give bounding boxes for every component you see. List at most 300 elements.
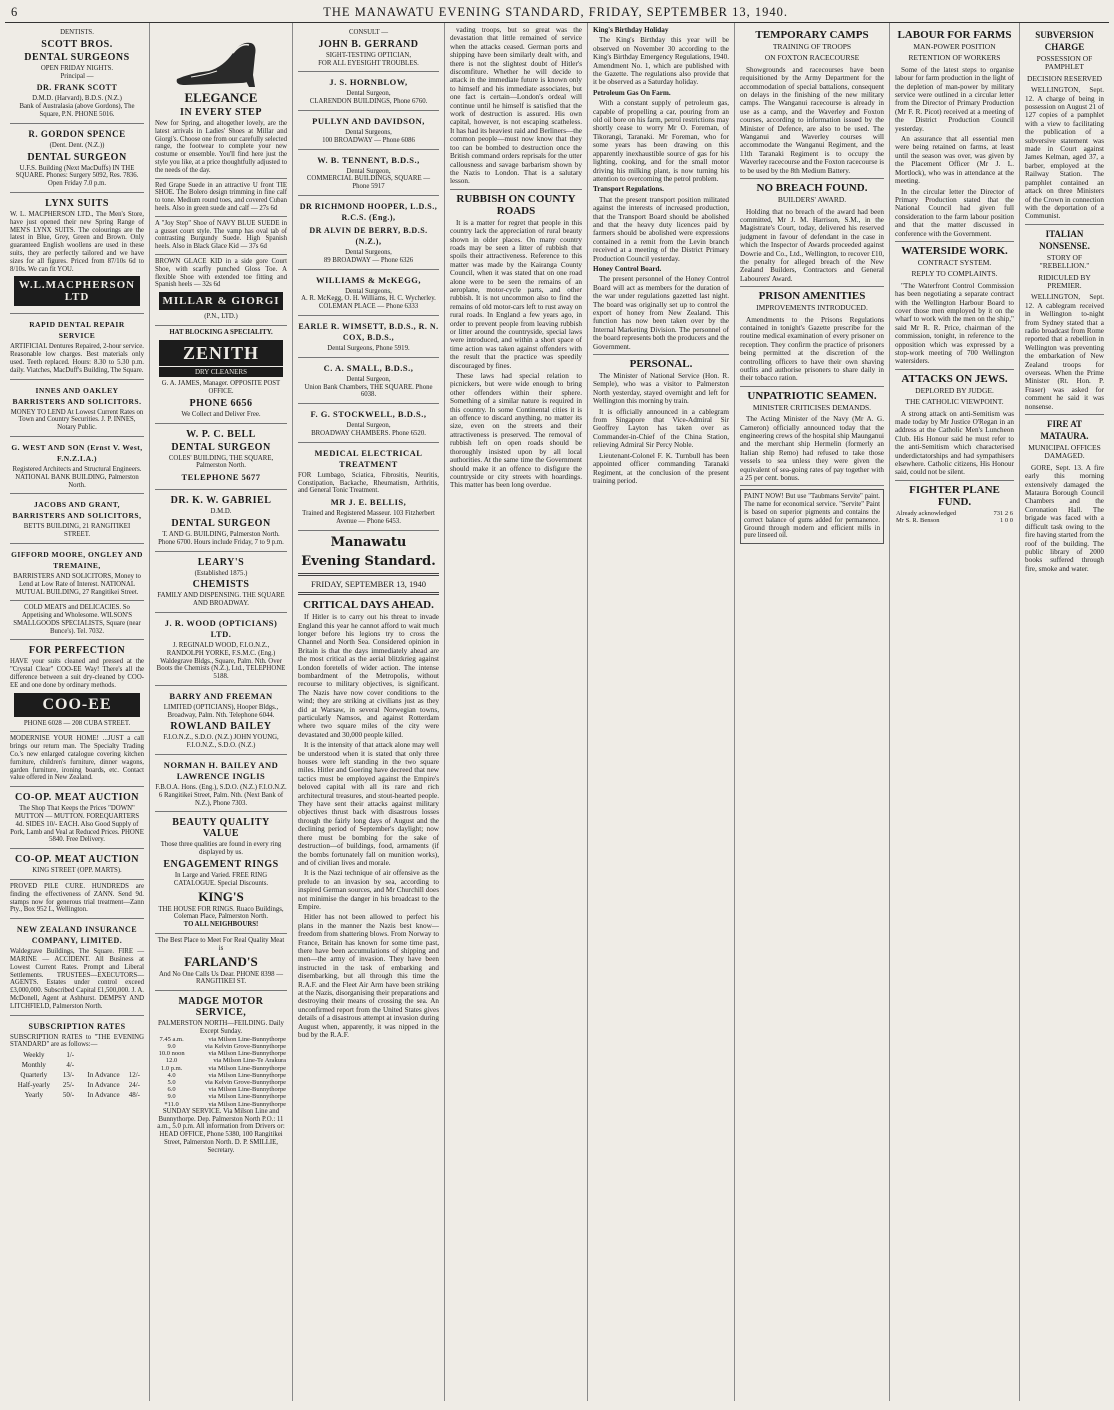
article-paragraph: Showgrounds and racecourses have been requisitioned by the Army Department for the accommodation of special battalions, consequent on delays in the finishing of the new military camps. The Wanganui racecourse is already in use as a camp, and the Waverley and Foxton courses, according to information issued by the Minister of Defence, are also to be used. The Wanganui and Waverley courses will accommodate the Wanganui Regiment, and the 11th Taranaki Regiment is to occupy the Waverley racecourse and the Foxton racecourse is to be used by the 8th Medium Battery. bbox=[740, 65, 884, 175]
article-subheadline: DEPLORED BY JUDGE. bbox=[915, 385, 994, 395]
column-7 bbox=[890, 23, 1020, 1401]
ad-heading: TELEPHONE 5677 bbox=[181, 472, 261, 483]
ad-tennent bbox=[298, 150, 439, 196]
article-subheadline: CONTRACT SYSTEM. bbox=[917, 257, 992, 267]
ad-pile-cure bbox=[10, 880, 144, 919]
article-headline: TEMPORARY CAMPS bbox=[755, 29, 869, 41]
table-cell: via Kelvin Grove-Bunnythorpe bbox=[204, 1079, 286, 1087]
ad-text: 89 BROADWAY — Phone 6326 bbox=[323, 256, 414, 264]
ad-text: FOR ALL EYESIGHT TROUBLES. bbox=[318, 59, 419, 67]
newspaper-title: THE MANAWATU EVENING STANDARD, FRIDAY, SEPTEMBER 13, 1940. bbox=[323, 5, 788, 19]
ad-heading: WILLIAMS & McKEGG, bbox=[315, 274, 422, 285]
ad-stockwell bbox=[298, 404, 439, 443]
ad-heading: NEW ZEALAND INSURANCE COMPANY, LIMITED. bbox=[16, 925, 138, 946]
timetable-row bbox=[155, 1086, 287, 1093]
article-critical-days-cont bbox=[450, 26, 582, 186]
timetable-row bbox=[155, 1050, 287, 1057]
article-subheadline: REPLY TO COMPLAINTS. bbox=[911, 269, 998, 279]
ad-text: TO ALL NEIGHBOURS! bbox=[183, 921, 259, 929]
ad-millar-giorgi bbox=[155, 26, 287, 326]
table-cell: 1.0 p.m. bbox=[160, 1064, 183, 1072]
ad-text: G. A. JAMES, Manager. OPPOSITE POST OFFICE. bbox=[161, 380, 281, 395]
ad-heading: JOHN B. GERRAND bbox=[318, 38, 419, 50]
article-subheadline: RETENTION OF WORKERS bbox=[908, 53, 1001, 63]
table-cell: *11.0 bbox=[164, 1100, 179, 1108]
ad-text: Those three qualities are found in every ring displayed by us. bbox=[160, 841, 282, 857]
ad-learys bbox=[155, 552, 287, 613]
ad-text: HAVE your suits cleaned and pressed at the "Crystal Clear" COO-EE Way! There's all the difference between a suit dry-cleaned by COO-EE and one done by ordinary methods. bbox=[10, 658, 144, 689]
ad-heading: JACOBS AND GRANT, BARRISTERS AND SOLICITORS, bbox=[12, 500, 142, 521]
table-cell: Quarterly bbox=[20, 1071, 48, 1080]
article-headline: ATTACKS ON JEWS. bbox=[901, 372, 1008, 385]
column-8 bbox=[1020, 23, 1109, 1401]
ad-text: Dental Surgeon, bbox=[346, 422, 391, 430]
ad-heading: J. S. HORNBLOW, bbox=[329, 77, 408, 88]
table-cell: 24/- bbox=[128, 1081, 140, 1090]
ad-text: FAMILY AND DISPENSING. THE SQUARE AND BROADWAY. bbox=[157, 592, 285, 608]
table-cell: 10.0 noon bbox=[158, 1050, 185, 1058]
ad-heading: BARRY AND FREEMAN bbox=[169, 690, 273, 701]
ad-wimsett bbox=[298, 316, 439, 358]
ad-heading: J. R. WOOD (OPTICIANS) LTD. bbox=[164, 617, 278, 639]
ad-heading: DENTAL SURGEON bbox=[171, 517, 271, 529]
ad-heading: R. GORDON SPENCE bbox=[28, 128, 126, 139]
ad-nz-insurance bbox=[10, 919, 144, 1015]
ad-text: MONEY TO LEND At Lowest Current Rates on Town and Country Securities. J. P. INNES, Notary Public. bbox=[10, 408, 144, 432]
ad-heading: GIFFORD MOORE, ONGLEY AND TREMAINE, bbox=[11, 549, 143, 570]
article-paragraph: In the circular letter the Director of Primary Production stated that the National Council had given full consideration to the farm labour position and that the matter discussed in conference with the Government. bbox=[895, 187, 1014, 238]
ad-heading: DR RICHMOND HOOPER, L.D.S., R.C.S. (Eng.), bbox=[299, 201, 438, 222]
ad-text: LIMITED (OPTICIANS), Hooper Bldgs., Broadway, Palm. Nth. Telephone 6044. bbox=[163, 703, 279, 719]
nameplate-line: Evening Standard. bbox=[301, 553, 436, 569]
ad-text: (P.N., LTD.) bbox=[204, 313, 238, 321]
ad-text: U.F.S. Building (Next MacDuffs) IN THE SQUARE. Phones: Surgery 5092, Res. 7836. Open Friday 7.0 p.m. bbox=[15, 164, 139, 188]
ad-heading: PHONE 6656 bbox=[189, 397, 253, 409]
ad-heading: CO-OP. MEAT AUCTION bbox=[14, 792, 140, 804]
table-cell: 48/- bbox=[128, 1091, 140, 1100]
ad-barry-freeman bbox=[155, 686, 287, 755]
article-headline: RUBBISH ON COUNTY ROADS bbox=[456, 192, 576, 217]
table-cell: 12/- bbox=[128, 1071, 140, 1080]
ad-text: PALMERSTON NORTH—FEILDING. Daily Except Sunday. bbox=[158, 1020, 284, 1036]
table-cell: 4.0 bbox=[167, 1071, 176, 1079]
table-cell: via Milson Line-Bunnythorpe bbox=[208, 1086, 286, 1094]
ad-heading: CO-OP. MEAT AUCTION bbox=[14, 854, 140, 866]
table-cell: via Kelvin Grove-Bunnythorpe bbox=[204, 1043, 286, 1051]
table-cell: Weekly bbox=[23, 1051, 45, 1060]
ad-wood bbox=[155, 613, 287, 686]
ad-text: COLD MEATS and DELICACIES. So Appetising and Wholesome. WILSON'S SMALLGOODS SPECIALISTS, Square (near Bunce's). Tel. 7032. bbox=[13, 604, 141, 635]
ad-text: The Shop That Keeps the Prices "DOWN" MUTTON — MUTTON. FOREQUARTERS 4d. SIDES 10/- EACH. Also Good Supply of Pork, Lamb and Veal at Reduced Prices. PHONE 5840. Free Delivery. bbox=[10, 805, 144, 844]
ad-text: Trained and Registered Masseur. 103 Fitzherbert Avenue — Phone 6453. bbox=[302, 510, 435, 525]
table-cell: In Advance bbox=[87, 1071, 120, 1080]
timetable bbox=[155, 1036, 287, 1108]
ad-text: CONSULT — bbox=[348, 29, 389, 36]
ad-heading: FARLAND'S bbox=[184, 953, 258, 969]
article-paragraph: WELLINGTON, Sept. 12. A charge of being in possession on August 21 of 127 copies of a pamphlet with a view to facilitating the publication of a subversive statement was made in Court against James Kelman, aged 37, a barber, employed at the Railway Station. The pamphlet contained an attack on three Ministers of the Crown in connection with the deportation of a Communist. bbox=[1025, 86, 1104, 221]
brief-heading: King's Birthday Holiday bbox=[593, 26, 669, 34]
article-headline: PRISON AMENITIES bbox=[758, 290, 866, 303]
ad-text: SUBSCRIPTION RATES to "THE EVENING STANDARD" are as follows:— bbox=[10, 1033, 144, 1049]
subscription-row bbox=[12, 1091, 142, 1099]
ad-heading: LYNX SUITS bbox=[45, 197, 109, 209]
ad-kings bbox=[155, 812, 287, 934]
ad-text: BARRISTERS AND SOLICITORS, Money to Lend at Low Rate of Interest. NATIONAL MUTUAL BUILDING, 27 Rangitikei Street. bbox=[13, 572, 141, 596]
ad-text: Dental Surgeons, bbox=[345, 128, 392, 136]
subscription-row bbox=[12, 1051, 142, 1059]
ad-text: BROADWAY CHAMBERS. Phone 6520. bbox=[311, 429, 426, 437]
article-subheadline: MUNICIPAL OFFICES DAMAGED. bbox=[1028, 443, 1101, 461]
ad-text: We Collect and Deliver Free. bbox=[181, 410, 261, 418]
article-subheadline: MINISTER CRITICISES DEMANDS. bbox=[752, 402, 872, 412]
ad-text: KING STREET (OPP. MARTS). bbox=[32, 867, 122, 875]
table-cell: 731 2 6 bbox=[993, 509, 1013, 517]
ad-text: A "Joy Step" Shoe of NAVY BLUE SUEDE in a gusset court style. The vamp has oval tab of contrasting Burgundy Suede. High Spanish heels. Also in Black Glace Kid — 37s 6d bbox=[155, 219, 287, 251]
table-cell: 6.0 bbox=[167, 1086, 176, 1094]
article-headline: LABOUR FOR FARMS bbox=[897, 29, 1012, 41]
ad-text: Red Grape Suede in an attractive U front TIE SHOE. The Bolero design trimming in fine calf to tone. Medium round toes, and covered Cuban heels. Also in green suede and calf — 27s 6d bbox=[155, 181, 287, 212]
table-cell: via Milson Line-Bunnythorpe bbox=[208, 1064, 286, 1072]
table-cell: Half-yearly bbox=[17, 1081, 50, 1090]
ad-heading: INNES AND OAKLEY BARRISTERS AND SOLICITORS. bbox=[12, 385, 142, 406]
brief-heading: Petroleum Gas On Farm. bbox=[593, 88, 671, 97]
ad-text: T. AND G. BUILDING, Palmerston North. Phone 6700. Hours include Friday, 7 to 9 p.m. bbox=[158, 530, 284, 546]
ad-heading: F. G. STOCKWELL, B.D.S., bbox=[310, 409, 427, 420]
ad-text: Waldegrave Buildings, The Square. FIRE — MARINE — ACCIDENT. All Business at Lowest Current Rates. Prompt and Liberal Settlements. TRUSTEES—EXECUTORS—AGENTS. Estates under control exceed £3,000,000. Subscribed Capital £1,500,000. J. A. McDonell, Agent at Ashhurst. DEMPSY AND LITCHFIELD, Palmerston North. bbox=[10, 948, 144, 1010]
table-cell: 9.0 bbox=[167, 1093, 176, 1101]
page-number: 6 bbox=[11, 5, 19, 19]
column-2 bbox=[150, 23, 293, 1401]
ad-taubmans bbox=[740, 489, 884, 544]
ad-text: COMMERCIAL BUILDINGS, SQUARE — Phone 5917 bbox=[306, 175, 431, 191]
table-cell: via Milson Line-Bunnythorpe bbox=[208, 1050, 286, 1058]
ad-heading: LEARY'S bbox=[197, 556, 245, 568]
brief-heading: Honey Control Board. bbox=[593, 264, 662, 273]
fund-row bbox=[895, 510, 1014, 517]
article-subheadline: STORY OF "REBELLION." bbox=[1039, 252, 1090, 271]
table-cell: 1/- bbox=[66, 1051, 75, 1060]
table-cell: 25/- bbox=[62, 1081, 75, 1090]
table-cell: Mr S. R. Benson bbox=[896, 517, 940, 525]
table-cell: Already acknowledged bbox=[896, 509, 957, 517]
ad-text: CLARENDON BUILDINGS, Phone 6760. bbox=[309, 98, 428, 106]
subscription-table bbox=[10, 1049, 144, 1101]
ad-text: Union Bank Chambers, THE SQUARE. Phone 6038. bbox=[304, 383, 433, 399]
table-cell: via Milson Line-Te Arakura bbox=[213, 1057, 286, 1065]
ad-heading: DENTAL SURGEONS bbox=[24, 51, 130, 63]
article-labour bbox=[895, 66, 1014, 238]
timetable-row bbox=[155, 1101, 287, 1108]
ad-heading: DENTAL SURGEON bbox=[171, 441, 271, 453]
timetable-row bbox=[155, 1093, 287, 1100]
article-paragraph: Amendments to the Prisons Regulations contained in tonight's Gazette prescribe for the routine medical examination of every prisoner on reception. They confirm the practice of prisoners being permitted at the discretion of the controlling officers to have their own shaving outfits and authorise prisoners to share daily in their tobacco ration. bbox=[740, 315, 884, 383]
article-paragraph: The King's Birthday this year will be observed on November 30 according to the King's Birthday Emergency Regulations, 1940. Amendment No. 1, which are published with the Gazette. The regulations also provide that it be observed as a Saturday holiday. bbox=[593, 36, 729, 87]
ad-heading: DENTAL SURGEON bbox=[27, 151, 127, 163]
zenith-logo: ZENITH bbox=[159, 340, 283, 366]
ad-text: MODERNISE YOUR HOME! ...JUST a call brings our return man. The Specialty Trading Co.'s new enlarged catalogue covering kitchen furniture, children's furniture, dinner wagons, garden furniture, ironing boards, etc. Contact value offered in New Zealand. bbox=[10, 735, 144, 782]
article-paragraph: "The Waterfront Control Commission has been negotiating a separate contract with the Wellington Harbour Board to cover those men employed by it on the wharf to work with the men on the ship," said Mr R. R. Price, chairman of the commission, tonight, in reference to the opposition which was expressed by a stop-work meeting of 700 Wellington watersiders. bbox=[895, 281, 1014, 366]
article-subheadline: MAN-POWER POSITION bbox=[913, 42, 996, 51]
shoe-illustration-icon bbox=[171, 31, 271, 89]
ad-coop-meat-1 bbox=[10, 787, 144, 849]
millar-giorgi-logo: MILLAR & GIORGI bbox=[159, 292, 283, 310]
table-cell: 7.45 a.m. bbox=[159, 1035, 184, 1043]
article-headline: FIRE AT MATAURA. bbox=[1040, 419, 1089, 442]
ad-text: PHONE 6028 — 208 CUBA STREET. bbox=[23, 719, 131, 727]
ad-cooee bbox=[10, 640, 144, 732]
ad-text: In Large and Varied. FREE RING CATALOGUE. Special Discounts. bbox=[173, 872, 269, 887]
article-rubbish bbox=[450, 219, 582, 490]
article-paragraph: It is the intensity of that attack alone may well be understood when it is stated that only three houses were left standing in the two square miles. Hitler and Goering have decreed that new tactics must be employed against the Empire's beloved capital with all its rare and rich architectural treasures, and stout-hearted people. They have sent their attacks against military objectives thrust back with disastrous losses through the fairly long days of August and the declining period of September's daylight; now there must be bombing for the sake of destruction—of buildings, food, armaments (if the bombs fortunately fall on munition works), and of civilian lives and morale. bbox=[298, 741, 439, 867]
table-cell: via Milson Line-Bunnythorpe bbox=[208, 1100, 286, 1108]
ad-heading: ROWLAND BAILEY bbox=[170, 721, 272, 733]
article-paragraph: With a constant supply of petroleum gas, capable of propelling a car, pouring from an old oil bore on his farm, petrol restrictions may shortly cease to worry Mr O. Foreman, of Tikorangi, Taranaki. Mr Foreman, who for some years has been drawing on this apparently inexhaustible source of gas for his lighting, cooking, and for the small motor driving his milking plant, is now turning his attention to overcoming the petrol problem. bbox=[593, 99, 729, 183]
ad-text: J. REGINALD WOOD, F.I.O.N.Z., RANDOLPH YORKE, F.S.M.C. (Eng.) Waldegrave Bldgs., Square, Palm. Nth. Over Boots the Chemists (N.Z.), Ltd., TELEPHONE 5188. bbox=[156, 641, 286, 681]
table-cell: Yearly bbox=[24, 1091, 44, 1100]
article-subheadline: DECISION RESERVED bbox=[1026, 73, 1103, 83]
page-masthead bbox=[5, 4, 1109, 23]
ad-heading: MADGE MOTOR SERVICE, bbox=[178, 996, 264, 1019]
article-paragraph: The present personnel of the Honey Control Board will act as members for the duration of the war under regulations gazetted last night. The board was originally set up to control the export of honey from New Zealand. This function has now been taken over by the Internal Marketing Division. The personnel of the board represents both the producers and the Government. bbox=[593, 275, 729, 351]
ad-heading: SCOTT BROS. bbox=[41, 38, 113, 50]
ad-hooper bbox=[298, 196, 439, 270]
zenith-sub: DRY CLEANERS bbox=[159, 367, 283, 377]
timetable-row bbox=[155, 1072, 287, 1079]
ad-heading: RAPID DENTAL REPAIR SERVICE bbox=[29, 320, 125, 341]
article-subheadline: ON FOXTON RACECOURSE bbox=[764, 53, 860, 63]
ad-small bbox=[298, 358, 439, 404]
ad-heading: MEDICAL ELECTRICAL TREATMENT bbox=[314, 447, 423, 469]
ad-text: Dental Surgeons, Phone 5919. bbox=[327, 344, 410, 352]
ad-text: Dental Surgeons, bbox=[345, 287, 392, 295]
table-cell: In Advance bbox=[87, 1091, 120, 1100]
ad-gifford-moore bbox=[10, 544, 144, 601]
ad-norman-bailey bbox=[155, 755, 287, 812]
ad-heading: W. B. TENNENT, B.D.S., bbox=[317, 154, 420, 165]
ad-text: PAINT NOW! But use "Taubmans Servite" paint. The name for economical service. "Servite" Paint is based on superior pigments and contains the correct balance of gums added for permanence. Ground through modern and efficient mills in pure linseed oil. bbox=[744, 493, 880, 540]
ad-heading: NORMAN H. BAILEY AND LAWRENCE INGLIS bbox=[163, 760, 279, 782]
article-headline: UNPATRIOTIC SEAMEN. bbox=[747, 389, 877, 402]
editorial-date: FRIDAY, SEPTEMBER 13, 1940 bbox=[310, 578, 426, 589]
ad-text: Registered Architects and Structural Engineers. NATIONAL BANK BUILDING, Palmerston North. bbox=[12, 465, 142, 489]
article-headline: ITALIAN NONSENSE. bbox=[1039, 228, 1090, 251]
ad-gabriel bbox=[155, 490, 287, 551]
ad-heading: ELEGANCE bbox=[184, 90, 258, 105]
ad-heading: CHEMISTS bbox=[192, 579, 250, 591]
macpherson-logo: W.L.MACPHERSON LTD bbox=[14, 276, 140, 306]
ad-heading: G. WEST AND SON (Ernst V. West, F.N.Z.I.A.) bbox=[11, 442, 143, 463]
table-cell: In Advance bbox=[87, 1081, 120, 1090]
ad-heading: PULLYN AND DAVIDSON, bbox=[312, 115, 425, 126]
column-5 bbox=[588, 23, 735, 1401]
article-subheadline: IMPROVEMENTS INTRODUCED. bbox=[756, 303, 868, 313]
ad-text: A. R. McKegg, O. H. Williams, H. C. Wycherley. COLEMAN PLACE — Phone 6333 bbox=[301, 295, 436, 311]
table-cell: Monthly bbox=[21, 1061, 46, 1070]
article-headline: WATERSIDE WORK. bbox=[901, 244, 1008, 257]
nameplate-line: Manawatu bbox=[330, 534, 407, 550]
fund-table bbox=[895, 510, 1014, 524]
ad-text: The Best Place to Meet For Real Quality Meat is bbox=[157, 937, 285, 952]
article-paragraph: These laws had special relation to picnickers, but were wide enough to bring other offenders within their sphere. Something of a similar nature is required in this country. In some Continental cities it is an offence to discard anything, no matter its size, even on the streets and their attractiveness is preserved. The removal of rubbish left on open roads should be thoroughly insisted upon by all local authorities. At the same time the Government should make it an offence to disfigure the countryside or city streets with hoardings. This matter has been long overdue. bbox=[450, 372, 582, 490]
article-paragraph: If Hitler is to carry out his threat to invade England this year he cannot afford to wait much longer before his legions try to cross the Channel and North Sea. Considered opinion in Britain is that the days immediately ahead are the most critical as the aerial blitzkrieg against London foretells of wider action. The intense bombardment of the Metropolis, without recourse to military objectives, is significant. The Nazis have now cover conditions to the wind; they are striking at civilians just as they did at Warsaw, in several Norwegian towns, particularly Namsos, and against Rotterdam where two square miles of the city were devastated and 30,000 people killed. bbox=[298, 613, 439, 739]
article-paragraph: That the present transport position militated against the interests of increased production, that the Transport Board should be abolished and that the heavy duty licences paid by farmers should be abolished were expressions contained in a remit from the Levin branch received at a meeting of the District Primary Production Council yesterday. bbox=[593, 195, 729, 263]
article-subheadline: RIDICULED BY PREMIER. bbox=[1038, 272, 1091, 290]
ad-pullyn bbox=[298, 111, 439, 150]
ad-gerrand bbox=[298, 26, 439, 72]
article-paragraph: WELLINGTON, Sept. 12. A cablegram received in Wellington to-night from Sydney stated that a radio broadcast from Rome reported that a rebellion in Wellington was preventing the embarkation of New Zealand troops for overseas. When the Prime Minister (Rt. Hon. P. Fraser) was asked for comment he said it was nonsense. bbox=[1025, 293, 1104, 411]
news-briefs bbox=[593, 26, 729, 351]
ad-heading: FOR PERFECTION bbox=[28, 645, 126, 657]
article-paragraph: Hitler has not been allowed to perfect his plans in the manner the Nazis best know—freedom from shattering blows. From Norway to France, Britain has known for some time past, there have been accumulations of shipping and men—the army of invasion. They have been instructed in the task of embarking and disembarking, but all through this time the R.A.F. and the Fleet Air Arm have been striking at the Nazis, disorganising their preparations and destroying their means of crossing the sea. An unconfirmed report from the United States gives details of a disastrous attempt at invasion during August when, apparently, it was nipped in the bud by the R.A.F. bbox=[298, 913, 439, 1040]
ad-bell bbox=[155, 424, 287, 491]
table-cell: via Milson Line-Bunnythorpe bbox=[208, 1093, 286, 1101]
ad-text: BROWN GLACE KID in a side gore Court Shoe, with scarfly punched Gloss Toe. A flexible Shoe with extended toe fitting and Spanish heels — 32s 6d bbox=[155, 257, 287, 289]
table-cell: 5.0 bbox=[167, 1079, 176, 1087]
ad-text: COLES' BUILDING, THE SQUARE, Palmerston North. bbox=[168, 454, 274, 470]
ad-heading: DR ALVIN DE BERRY, B.D.S. (N.Z.), bbox=[309, 225, 428, 246]
ad-text: 100 BROADWAY — Phone 6086 bbox=[322, 136, 415, 144]
ad-heading: HAT BLOCKING A SPECIALITY. bbox=[169, 328, 273, 336]
ad-text: Dental Surgeon, bbox=[346, 375, 391, 383]
ad-innes-oakley bbox=[10, 380, 144, 437]
ad-zenith bbox=[155, 326, 287, 424]
article-headline: FIGHTER PLANE FUND. bbox=[909, 483, 1000, 508]
ad-west-son bbox=[10, 437, 144, 494]
article-paragraph: It is a matter for regret that people in this country lack the appreciation of rural beauty shown in older places. On many country roads may be seen a litter of rubbish that spoils their attractiveness. Reference to this matter was made by the Kairanga County Council, when it was stated that on one road alone were to be seen the remains of an aeroplane, motor-cycle parts, and other rubbish. It is not uncommon also to find the remains of old motor-cars left to rust away on rural roads. In England a few years ago, in order to prevent people from leaving rubbish or litter around the countryside, special laws were introduced, and within a short space of time action was taken against offenders with the result that the practice was speedily discouraged by fines. bbox=[450, 218, 582, 370]
ad-text: W. L. MACPHERSON LTD., The Men's Store, have just opened their new Spring Range of MEN'S LYNX SUITS. The colourings are the latest in Blue, Grey, Green and Brown. Only guaranteed English woollens are used in these suits, they are perfectly tailored and we have sizes for all figures. Priced from 87/10s 6d to 8/10s. We can fit YOU. bbox=[10, 210, 144, 273]
ad-scott-bros bbox=[10, 26, 144, 124]
ad-text: Dental Surgeon, bbox=[346, 90, 391, 98]
article-paragraph: The Minister of National Service (Hon. R. Semple), who was a visitor to Palmerston North yesterday, stayed overnight and left for Wellington this morning by train. bbox=[593, 372, 729, 406]
ad-text: F.B.O.A. Hons. (Eng.), S.D.O. (N.Z.) F.I.O.N.Z. 6 Rangitikei Street, Palm. Nth. (Next Bank of N.Z.), Phone 7303. bbox=[155, 784, 287, 807]
article-headline: SUBVERSION CHARGE bbox=[1035, 30, 1094, 52]
ad-heading: C. A. SMALL, B.D.S., bbox=[323, 362, 414, 373]
newspaper-page bbox=[5, 4, 1109, 1402]
ad-farlands bbox=[155, 934, 287, 991]
ad-text: BETTS BUILDING, 21 RANGITIKEI STREET. bbox=[23, 523, 131, 539]
subscription-row bbox=[12, 1071, 142, 1079]
ad-dental-repair bbox=[10, 314, 144, 379]
article-paragraph: Some of the latest steps to organise labour for farm production in the light of the depletion of man-power by military service were outlined in a circular letter from the Director of Primary Production (Mr F. R. Picot) received at a meeting of the District Production Council yesterday. bbox=[895, 65, 1014, 133]
table-cell: 1 0 0 bbox=[1000, 517, 1013, 525]
article-paragraph: It is officially announced in a cablegram from Singapore that Vice-Admiral Sir Geoffrey Layton has taken over as Commander-in-Chief of the China Station, relieving Admiral Sir Percy Noble. bbox=[593, 407, 729, 450]
ad-heading: W. P. C. BELL bbox=[186, 428, 256, 440]
table-cell: 50/- bbox=[62, 1091, 75, 1100]
subscription-row bbox=[12, 1061, 142, 1069]
ad-text: OPEN FRIDAY NIGHTS. bbox=[40, 64, 114, 72]
article-paragraph: Holding that no breach of the award had been committed, Mr J. M. Harrison, S.M., in the Magistrate's Court, today, delivered his reserved judgment in favour of defendant in the case in which the Inspector of Awards proceeded against Dowrie and Co., Ltd., Wellington, to recover £10, the penalty for alleged breach of the New Zealand Builders, Contractors and General Labourers' Award. bbox=[740, 207, 884, 283]
ad-text: SIGHT-TESTING OPTICIAN, bbox=[325, 51, 412, 59]
ad-heading: DR. K. W. GABRIEL bbox=[170, 495, 272, 507]
article-paragraph: Lieutenant-Colonel F. K. Turnbull has been appointed officer commanding Taranaki Regiment, at the conclusion of the present training period. bbox=[593, 451, 729, 485]
ad-wilsons bbox=[10, 601, 144, 640]
timetable-row bbox=[155, 1079, 287, 1086]
cooee-logo: COO-EE bbox=[14, 693, 140, 717]
ad-text: Principal — bbox=[60, 72, 94, 80]
article-personal bbox=[593, 372, 729, 485]
ad-text: Bank of Australasia (above Gordons), The Square, P.N. PHONE 5016. bbox=[19, 103, 135, 118]
brief-heading: Transport Regulations. bbox=[593, 185, 664, 194]
ad-subscription bbox=[10, 1016, 144, 1106]
ad-lynx-suits bbox=[10, 193, 144, 314]
ad-text: F.I.O.N.Z., S.D.O. (N.Z.) JOHN YOUNG, F.I.O.N.Z., S.D.O. (N.Z.) bbox=[163, 734, 279, 750]
ad-medical-electrical bbox=[298, 443, 439, 531]
ad-hornblow bbox=[298, 72, 439, 111]
timetable-row bbox=[155, 1065, 287, 1072]
timetable-row bbox=[155, 1036, 287, 1043]
ad-heading: MR J. E. BELLIS, bbox=[330, 497, 407, 508]
ad-label: DENTISTS. bbox=[60, 29, 94, 36]
table-cell: 4/- bbox=[66, 1061, 75, 1070]
article-subheadline: THE CATHOLIC VIEWPOINT. bbox=[905, 397, 1004, 407]
table-cell: via Milson Line-Bunnythorpe bbox=[208, 1035, 286, 1043]
article-paragraph: It is the Nazi technique of air offensive as the prelude to an invasion by sea, according to inspired German sources, and Mr Churchill does not minimise the danger in his broadcast to the Empire. bbox=[298, 869, 439, 911]
article-paragraph: An assurance that all essential men were being retained on farms, at least until the season was over, was given by the Placement Officer (Mr J. L. Mortlock), who was in attendance at the meeting. bbox=[895, 135, 1014, 186]
table-cell: via Milson Line-Bunnythorpe bbox=[208, 1071, 286, 1079]
ad-heading: KING'S bbox=[198, 888, 244, 904]
article-paragraph: A strong attack on anti-Semitism was made today by Mr Justice O'Regan in an address at the Catholic Men's Luncheon Club. His Honour said he must refer to the anti-Semitism which characterised underdictatorships and had sympathisers elsewhere. Catholic citizens, His Honour said, could not be silent. bbox=[895, 409, 1014, 477]
ad-text: (Dent. Dent. (N.Z.)) bbox=[49, 141, 105, 149]
ad-modernise bbox=[10, 732, 144, 787]
ad-jacobs-grant bbox=[10, 494, 144, 544]
ad-heading: SUBSCRIPTION RATES bbox=[28, 1021, 126, 1031]
ad-heading: DR. FRANK SCOTT bbox=[36, 83, 118, 93]
article-headline: CRITICAL DAYS AHEAD. bbox=[303, 599, 434, 612]
ad-text: SUNDAY SERVICE. Via Milson Line and Bunnythorpe. Dep. Palmerston North P.O.: 11 a.m., 5.0 p.m. All information from Drivers or: HEAD OFFICE, Phone 5380, 100 Rangitikei Street, Palmerston North. D. P. SMILLIE, Secretary. bbox=[157, 1107, 285, 1154]
article-headline: PERSONAL. bbox=[629, 358, 693, 371]
ad-heading: IN EVERY STEP bbox=[180, 107, 262, 118]
ad-text: New for Spring, and altogether lovely, are the latest arrivals in Ladies' Shoes at Millar and Giorgi's. Choose one from our carefully selected range, the footwear to complete your new costume or ensemble. You'll find here just the style you like, at a price thoughtfully adjusted to the needs of the day. bbox=[155, 120, 287, 174]
ad-heading: EARLE R. WIMSETT, B.D.S., R. N. COX, B.D.S., bbox=[298, 321, 439, 342]
ad-text: And No One Calls Us Dear. PHONE 8398 — RANGITIKEI ST. bbox=[158, 970, 284, 986]
table-cell: 13/- bbox=[62, 1071, 75, 1080]
timetable-row bbox=[155, 1057, 287, 1064]
ad-text: Dental Surgeons, bbox=[345, 248, 392, 256]
ad-madge-motor bbox=[155, 991, 287, 1158]
ad-text: THE HOUSE FOR RINGS. Ruaco Buildings, Coleman Place, Palmerston North. bbox=[158, 905, 284, 921]
article-paragraph: GORE, Sept. 13. A fire early this morning extensively damaged the Mataura Borough Council Chambers and the Coronation Hall. The brigade was faced with a difficult task owing to the fire having started from the roof of the building. The public library of 2000 books suffered through fire, smoke and water. bbox=[1025, 463, 1104, 573]
column-4 bbox=[445, 23, 588, 1401]
ad-text: D.M.D. (Harvard), B.D.S. (N.Z.) bbox=[32, 95, 122, 103]
column-1 bbox=[5, 23, 150, 1401]
table-cell: 12.0 bbox=[165, 1057, 178, 1065]
article-subheadline: POSSESSION OF PAMPHLET bbox=[1036, 54, 1093, 72]
article-subheadline: TRAINING OF TROOPS bbox=[772, 42, 852, 51]
ad-text: FOR Lumbago, Sciatica, Fibrositis, Neuritis, Constipation, Backache, Rheumatism, Arthritis, and General Tonic Treatment. bbox=[298, 471, 439, 495]
ad-text: (Established 1875.) bbox=[194, 569, 248, 577]
ad-williams-mckegg bbox=[298, 270, 439, 316]
article-headline: NO BREACH FOUND. bbox=[756, 182, 868, 195]
ad-heading: BEAUTY QUALITY VALUE bbox=[172, 817, 270, 840]
ad-coop-meat-2 bbox=[10, 849, 144, 880]
ad-text: PROVED PILE CURE. HUNDREDS are finding the effectiveness of ZANN. Send 9d. stamps now for generous trial treatment—Zann Pty., Box 952 L, Wellington. bbox=[10, 883, 144, 914]
article-paragraph: vading troops, but so great was the devastation that little remained of service when the attacks ceased. German ports and shipping have been similarly dealt with, and there is not the slightest doubt of Hitler's discomfiture. Whether he will decide to attack in the immediate future is known only to himself and his immediate associates, but one fact is certain—London's ordeal will continue until he himself is satisfied that the work of destruction is assured. His own capital, however, is not escaping scatheless. It has had its heaviest raid and Berliners—the common people—must now know that they too can be bombed to destruction once the British command orders reprisals for the utter callousness and savage barbarism shown by the Nazis to London. That is a salutary lesson. bbox=[450, 26, 582, 186]
editorial-nameplate bbox=[298, 535, 439, 595]
subscription-row bbox=[12, 1081, 142, 1089]
ad-text: Dental Surgeon, bbox=[346, 167, 391, 175]
fund-row bbox=[895, 517, 1014, 524]
article-subheadline: BUILDERS' AWARD. bbox=[777, 195, 847, 205]
ad-text: ARTIFICIAL Dentures Repaired, 2-hour service. Reasonable low charges. Best materials only used. Teeth replaced. Hours: 8.30 to 5.30 p.m. daily. Viatches, MacDuff's Building, The Square. bbox=[10, 343, 144, 374]
column-3 bbox=[293, 23, 445, 1401]
timetable-row bbox=[155, 1043, 287, 1050]
ad-heading: ENGAGEMENT RINGS bbox=[163, 859, 279, 871]
table-cell: 9.0 bbox=[167, 1043, 176, 1051]
article-paragraph: The Acting Minister of the Navy (Mr A. G. Cameron) officially announced today that the engineering crews of the hospital ship Maunganui and the merchant ship Hermelin (formerly an Italian ship Remo) had refused to take those vessels to sea unless they were given the equivalent of sea-going rates of pay together with a 25 per cent. bonus. bbox=[740, 415, 884, 483]
article-critical-days bbox=[298, 613, 439, 1039]
ad-spence bbox=[10, 124, 144, 193]
ad-text: D.M.D. bbox=[210, 508, 232, 516]
